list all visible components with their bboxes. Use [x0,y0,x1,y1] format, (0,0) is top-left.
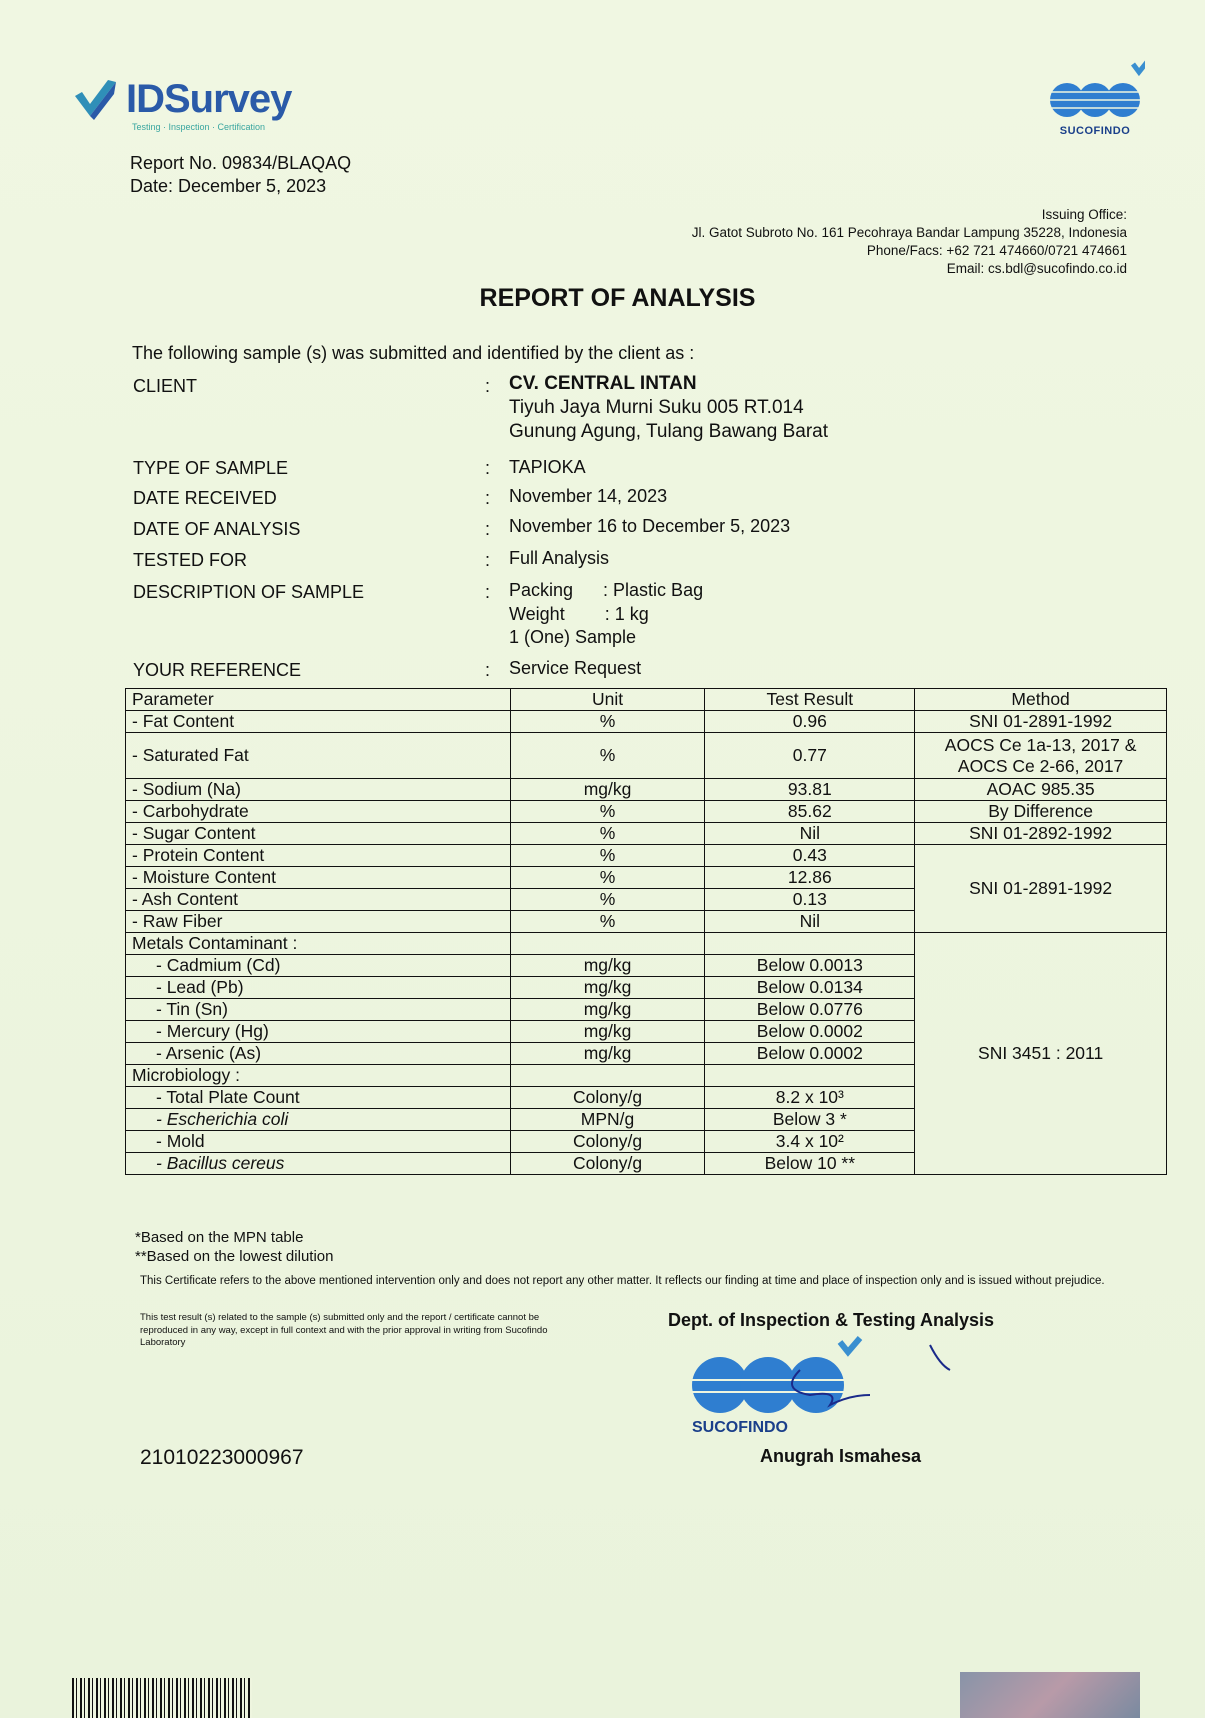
stamp-signature-icon [690,1330,970,1440]
idsurvey-logo [70,74,291,124]
unit-cell: mg/kg [510,779,705,801]
parameter-cell: - Arsenic (As) [126,1043,511,1065]
logo-text: IDSurvey [126,77,292,121]
parameter-cell: - Sugar Content [126,823,511,845]
table-row [126,845,1167,867]
unit-cell: % [510,711,705,733]
result-cell: 0.13 [705,889,915,911]
disclaimer-reproduction: This test result (s) related to the sample (s) submitted only and the report / certificate cannot be reproduced in any way, except in full context and with the prior approval in writing from Sucofindo Laboratory [140,1312,548,1348]
parameter-cell: - Sodium (Na) [126,779,511,801]
reference-value: Service Request [509,658,642,678]
parameter-cell: - Carbohydrate [126,801,511,823]
analysis-label: DATE OF ANALYSIS [133,519,301,539]
office-phone: Phone/Facs: +62 721 474660/0721 474661 [866,243,1127,258]
method-cell: AOAC 985.35 [915,779,1167,801]
disclaimer: This Certificate refers to the above mentioned intervention only and does not report any other matter. It reflects our finding at time and place of inspection only and is issued without prejudice. [140,1275,1105,1287]
colon: : [485,458,491,478]
unit-cell: mg/kg [510,977,705,999]
result-cell: 85.62 [705,801,915,823]
unit-cell [510,933,705,955]
result-cell: Nil [705,823,915,845]
issuing-office [692,206,1127,278]
method-cell: SNI 01-2891-1992 [915,711,1167,733]
logo-tagline: Testing · Inspection · Certification [132,122,266,132]
security-hologram [960,1672,1140,1718]
table-row [126,779,1167,801]
result-cell: 0.43 [705,845,915,867]
page-title: REPORT OF ANALYSIS [479,284,756,312]
office-email: Email: cs.bdl@sucofindo.co.id [946,261,1127,276]
unit-cell: mg/kg [510,1021,705,1043]
result-cell: Below 3 * [705,1109,915,1131]
globe-icon [1045,60,1145,120]
parameter-cell: - Ash Content [126,889,511,911]
colon: : [485,376,491,396]
client-address-2: Gunung Agung, Tulang Bawang Barat [509,421,829,442]
table-row [126,823,1167,845]
result-cell: 0.96 [705,711,915,733]
parameter-cell: Metals Contaminant : [126,933,511,955]
result-cell [705,933,915,955]
column-header: Parameter [126,689,511,711]
unit-cell: % [510,823,705,845]
report-number: Report No. 09834/BLAQAQ [130,153,352,173]
unit-cell: mg/kg [510,1043,705,1065]
unit-cell: Colony/g [510,1087,705,1109]
result-cell: Below 0.0013 [705,955,915,977]
unit-cell: % [510,733,705,779]
colon: : [485,660,491,680]
result-cell: Below 10 ** [705,1153,915,1175]
method-cell: SNI 3451 : 2011 [915,933,1167,1175]
department-name: Dept. of Inspection & Testing Analysis [668,1310,995,1330]
analysis-value: November 16 to December 5, 2023 [509,516,791,536]
unit-cell [510,1065,705,1087]
svg-text:SUCOFINDO: SUCOFINDO [692,1419,788,1436]
parameter-cell: - Tin (Sn) [126,999,511,1021]
sucofindo-name: SUCOFINDO [1059,125,1131,137]
result-cell: Nil [705,911,915,933]
parameter-cell: Microbiology : [126,1065,511,1087]
result-cell: 0.77 [705,733,915,779]
colon: : [485,582,491,602]
unit-cell: % [510,801,705,823]
unit-cell: % [510,911,705,933]
result-cell: 3.4 x 10² [705,1131,915,1153]
note-mpn: *Based on the MPN table [135,1229,304,1246]
result-cell [705,1065,915,1087]
sucofindo-stamp [690,1330,970,1445]
colon: : [485,550,491,570]
description-label: DESCRIPTION OF SAMPLE [133,582,365,602]
client-address-1: Tiyuh Jaya Murni Suku 005 RT.014 [509,397,804,418]
parameter-cell: - Mold [126,1131,511,1153]
parameter-cell: - Fat Content [126,711,511,733]
barcode [72,1678,252,1718]
colon: : [485,519,491,539]
method-cell: By Difference [915,801,1167,823]
received-label: DATE RECEIVED [133,488,277,508]
table-row [126,801,1167,823]
parameter-cell: - Moisture Content [126,867,511,889]
intro-text: The following sample (s) was submitted and identified by the client as : [132,343,695,363]
table-row [126,933,1167,955]
method-cell: SNI 01-2892-1992 [915,823,1167,845]
colon: : [485,488,491,508]
results-table [125,688,1167,1175]
column-header: Method [915,689,1167,711]
result-cell: Below 0.0002 [705,1021,915,1043]
unit-cell: % [510,867,705,889]
document-code: 21010223000967 [140,1446,304,1469]
client-name: CV. CENTRAL INTAN [509,373,697,394]
tested-label: TESTED FOR [133,550,248,570]
column-header: Test Result [705,689,915,711]
method-cell: SNI 01-2891-1992 [915,845,1167,933]
result-cell: 12.86 [705,867,915,889]
parameter-cell: - Total Plate Count [126,1087,511,1109]
parameter-cell: - Raw Fiber [126,911,511,933]
note-dilution: **Based on the lowest dilution [135,1248,334,1265]
unit-cell: MPN/g [510,1109,705,1131]
parameter-cell: - Protein Content [126,845,511,867]
sucofindo-logo [1040,60,1150,137]
table-header-row [126,689,1167,711]
result-cell: Below 0.0002 [705,1043,915,1065]
client-label: CLIENT [133,376,198,396]
parameter-cell: - Escherichia coli [126,1109,511,1131]
parameter-cell: - Mercury (Hg) [126,1021,511,1043]
tested-value: Full Analysis [509,548,610,568]
result-cell: Below 0.0776 [705,999,915,1021]
unit-cell: mg/kg [510,955,705,977]
parameter-cell: - Saturated Fat [126,733,511,779]
unit-cell: % [510,845,705,867]
unit-cell: % [510,889,705,911]
office-address: Jl. Gatot Subroto No. 161 Pecohraya Bandar Lampung 35228, Indonesia [691,225,1127,240]
column-header: Unit [510,689,705,711]
unit-cell: Colony/g [510,1131,705,1153]
result-cell: 93.81 [705,779,915,801]
parameter-cell: - Cadmium (Cd) [126,955,511,977]
parameter-cell: - Lead (Pb) [126,977,511,999]
description-count: 1 (One) Sample [509,627,637,647]
office-label: Issuing Office: [1041,207,1127,222]
unit-cell: Colony/g [510,1153,705,1175]
received-value: November 14, 2023 [509,486,668,506]
type-label: TYPE OF SAMPLE [133,458,289,478]
method-cell: AOCS Ce 1a-13, 2017 & AOCS Ce 2-66, 2017 [915,733,1167,779]
result-cell: Below 0.0134 [705,977,915,999]
type-value: TAPIOKA [509,457,586,477]
result-cell: 8.2 x 10³ [705,1087,915,1109]
parameter-cell: - Bacillus cereus [126,1153,511,1175]
report-date: Date: December 5, 2023 [130,176,327,196]
unit-cell: mg/kg [510,999,705,1021]
reference-label: YOUR REFERENCE [133,660,302,680]
signer-name: Anugrah Ismahesa [760,1446,922,1466]
description-packing: Packing : Plastic Bag [509,580,704,600]
table-row [126,711,1167,733]
description-weight: Weight : 1 kg [509,604,649,624]
check-shield-icon [70,74,120,124]
table-row [126,733,1167,779]
